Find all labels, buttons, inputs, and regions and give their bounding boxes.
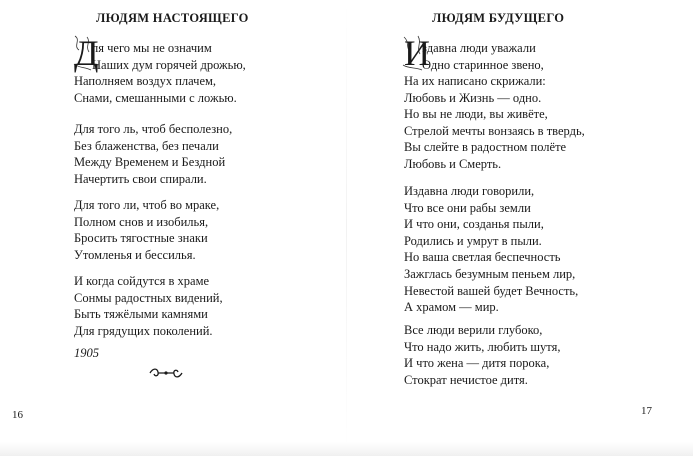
poem-line: Одно старинное звено, xyxy=(422,57,544,72)
poem-line: И когда сойдутся в храме xyxy=(74,274,210,288)
poem-line: А храмом — мир. xyxy=(404,300,499,315)
right-page-title: ЛЮДЯМ БУДУЩЕГО xyxy=(432,11,565,25)
poem-line: ля чего мы не означим xyxy=(92,41,212,55)
left-stanza-3 xyxy=(74,197,219,263)
left-stanza-1-tail xyxy=(74,73,237,106)
poem-line: Наших дум горячей дрожью, xyxy=(92,57,246,72)
left-page-number: 16 xyxy=(12,409,23,421)
left-drop-cap xyxy=(74,33,99,73)
poem-line: Что надо жить, любить шутя, xyxy=(404,339,561,354)
right-stanza-3 xyxy=(404,322,560,388)
right-drop-cap xyxy=(404,33,430,73)
right-stanza-1-tail xyxy=(404,73,585,173)
poem-line: Зажглась безумным пеньем лир, xyxy=(404,266,576,281)
poem-line: И что они, созданья пыли, xyxy=(404,217,544,232)
poem-line: Для того ль, чтоб бесполезно, xyxy=(74,122,233,136)
poem-line: Утомленья и бессилья. xyxy=(74,247,196,262)
ornament-icon xyxy=(148,367,184,379)
poem-line: Родились и умрут в пыли. xyxy=(404,233,542,248)
left-stanza-1-head xyxy=(92,40,246,73)
poem-line: Начертить свои спирали. xyxy=(74,171,207,186)
poem-line: И что жена — дитя порока, xyxy=(404,356,550,371)
poem-line: здавна люди уважали xyxy=(422,41,536,55)
page-bottom-shade xyxy=(0,442,693,456)
right-stanza-2 xyxy=(404,183,578,316)
right-page-number: 17 xyxy=(641,405,652,417)
poem-line: Быть тяжёлыми камнями xyxy=(74,307,208,322)
poem-line: Для того ли, чтоб во мраке, xyxy=(74,198,220,212)
poem-line: Без блаженства, без печали xyxy=(74,138,219,153)
poem-line: Сонмы радостных видений, xyxy=(74,290,223,305)
poem-line: Любовь и Жизнь — одно. xyxy=(404,90,542,105)
left-stanza-2 xyxy=(74,121,232,187)
poem-line: Бросить тягостные знаки xyxy=(74,231,208,246)
poem-year: 1905 xyxy=(74,346,99,360)
drop-cap-letter: И xyxy=(404,33,430,73)
poem-line: Стократ нечистое дитя. xyxy=(404,372,528,387)
poem-line: На их написано скрижали: xyxy=(404,74,546,88)
poem-line: Снами, смешанными с ложью. xyxy=(74,90,237,105)
book-gutter xyxy=(346,0,347,456)
poem-line: Но вы не люди, вы живёте, xyxy=(404,107,548,122)
left-stanza-4 xyxy=(74,273,223,339)
poem-line: Между Временем и Бездной xyxy=(74,155,226,170)
poem-line: Полном снов и изобилья, xyxy=(74,214,209,229)
poem-line: Любовь и Смерть. xyxy=(404,156,502,171)
poem-line: Невестой вашей будет Вечность, xyxy=(404,283,579,298)
poem-line: Вы слейте в радостном полёте xyxy=(404,140,567,155)
left-page-title: ЛЮДЯМ НАСТОЯЩЕГО xyxy=(96,11,249,25)
poem-line: Стрелой мечты вонзаясь в твердь, xyxy=(404,123,585,138)
poem-line: Все люди верили глубоко, xyxy=(404,323,543,337)
drop-cap-letter: Д xyxy=(74,33,99,73)
poem-line: Издавна люди говорили, xyxy=(404,184,535,198)
poem-line: Для грядущих поколений. xyxy=(74,323,213,338)
poem-line: Наполняем воздух плачем, xyxy=(74,74,217,88)
right-stanza-1-head xyxy=(422,40,544,73)
poem-line: Но ваша светлая беспечность xyxy=(404,250,561,265)
poem-line: Что все они рабы земли xyxy=(404,200,531,215)
